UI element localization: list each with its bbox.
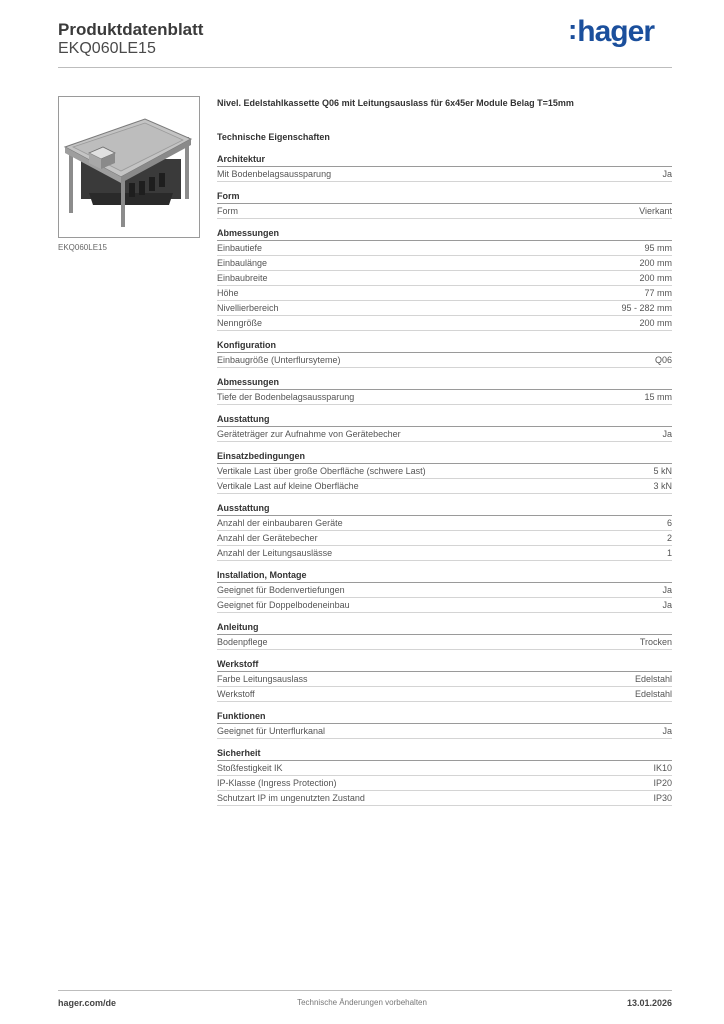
property-row: [217, 464, 672, 479]
group-heading: Anleitung: [217, 621, 672, 635]
property-group: [217, 502, 672, 561]
group-heading: Sicherheit: [217, 747, 672, 761]
property-group: [217, 413, 672, 442]
property-row: [217, 479, 672, 494]
property-row: [217, 271, 672, 286]
property-group: [217, 710, 672, 739]
header-divider: [58, 67, 672, 68]
group-heading: Konfiguration: [217, 339, 672, 353]
property-value: 6: [666, 518, 672, 528]
property-row: [217, 167, 672, 182]
property-row: [217, 204, 672, 219]
property-value: 200 mm: [639, 273, 672, 283]
property-row: [217, 724, 672, 739]
property-label: Geeignet für Unterflurkanal: [217, 726, 326, 736]
property-label: Einbaugröße (Unterflursyteme): [217, 355, 341, 365]
property-label: Schutzart IP im ungenutzten Zustand: [217, 793, 365, 803]
property-row: [217, 776, 672, 791]
property-group: [217, 747, 672, 806]
group-heading: Werkstoff: [217, 658, 672, 672]
property-row: [217, 531, 672, 546]
property-row: [217, 316, 672, 331]
group-heading: Funktionen: [217, 710, 672, 724]
property-label: Anzahl der Leitungsauslässe: [217, 548, 333, 558]
property-value: Ja: [662, 429, 672, 439]
property-label: Bodenpflege: [217, 637, 268, 647]
property-row: [217, 241, 672, 256]
property-row: [217, 256, 672, 271]
property-group: [217, 658, 672, 702]
property-value: Ja: [662, 600, 672, 610]
property-value: Ja: [662, 726, 672, 736]
property-label: Werkstoff: [217, 689, 255, 699]
property-value: Vierkant: [639, 206, 672, 216]
product-code: EKQ060LE15: [58, 40, 156, 57]
property-value: Edelstahl: [634, 689, 672, 699]
property-label: Vertikale Last über große Oberfläche (schwere Last): [217, 466, 426, 476]
property-label: Nenngröße: [217, 318, 263, 328]
property-row: [217, 390, 672, 405]
property-value: 95 mm: [644, 243, 672, 253]
property-label: Anzahl der Gerätebecher: [217, 533, 318, 543]
group-heading: Ausstattung: [217, 502, 672, 516]
logo-colon-icon: :: [567, 14, 577, 45]
group-heading: Ausstattung: [217, 413, 672, 427]
property-row: [217, 353, 672, 368]
property-row: [217, 791, 672, 806]
footer-divider: [58, 990, 672, 991]
group-heading: Einsatzbedingungen: [217, 450, 672, 464]
property-value: 1: [666, 548, 672, 558]
property-value: IK10: [653, 763, 672, 773]
property-row: [217, 516, 672, 531]
property-value: Edelstahl: [634, 674, 672, 684]
datasheet-content: [217, 95, 672, 806]
property-group: [217, 227, 672, 331]
property-label: Vertikale Last auf kleine Oberfläche: [217, 481, 359, 491]
property-label: Farbe Leitungsauslass: [217, 674, 308, 684]
property-row: [217, 301, 672, 316]
property-value: Trocken: [639, 637, 672, 647]
product-image: [58, 96, 200, 238]
group-heading: Architektur: [217, 153, 672, 167]
property-row: [217, 546, 672, 561]
group-heading: Form: [217, 190, 672, 204]
image-caption: EKQ060LE15: [58, 243, 107, 252]
property-value: 3 kN: [653, 481, 672, 491]
property-value: Ja: [662, 169, 672, 179]
property-group: [217, 153, 672, 182]
property-value: Q06: [654, 355, 672, 365]
property-label: Einbaubreite: [217, 273, 268, 283]
property-group: [217, 450, 672, 494]
page-title: Produktdatenblatt: [58, 20, 204, 39]
property-label: Einbaulänge: [217, 258, 268, 268]
property-row: [217, 761, 672, 776]
property-label: Stoßfestigkeit IK: [217, 763, 283, 773]
property-row: [217, 286, 672, 301]
section-title: Technische Eigenschaften: [217, 132, 330, 142]
property-group: [217, 339, 672, 368]
property-value: 15 mm: [644, 392, 672, 402]
property-label: Anzahl der einbaubaren Geräte: [217, 518, 343, 528]
group-heading: Abmessungen: [217, 376, 672, 390]
property-value: 200 mm: [639, 318, 672, 328]
property-group: [217, 569, 672, 613]
property-label: Einbautiefe: [217, 243, 263, 253]
property-label: Höhe: [217, 288, 239, 298]
property-group: [217, 376, 672, 405]
property-value: IP20: [653, 778, 672, 788]
logo-text: hager: [577, 15, 654, 48]
footer-date: 13.01.2026: [626, 998, 672, 1008]
floor-box-illustration: [59, 97, 199, 237]
property-row: [217, 687, 672, 702]
property-label: Geräteträger zur Aufnahme von Gerätebecher: [217, 429, 401, 439]
property-value: 2: [666, 533, 672, 543]
property-value: 5 kN: [653, 466, 672, 476]
property-row: [217, 583, 672, 598]
property-label: Form: [217, 206, 238, 216]
property-row: [217, 635, 672, 650]
property-row: [217, 672, 672, 687]
properties-list: [217, 153, 672, 806]
property-label: Mit Bodenbelagsaussparung: [217, 169, 332, 179]
product-description: Nivel. Edelstahlkassette Q06 mit Leitungsauslass für 6x45er Module Belag T=15mm: [217, 98, 574, 108]
property-label: IP-Klasse (Ingress Protection): [217, 778, 337, 788]
property-label: Geeignet für Doppelbodeneinbau: [217, 600, 350, 610]
footer-disclaimer: Technische Änderungen vorbehalten: [297, 998, 427, 1007]
hager-logo: [568, 14, 654, 50]
footer-website[interactable]: hager.com/de: [58, 998, 117, 1008]
property-value: 77 mm: [644, 288, 672, 298]
property-value: 95 - 282 mm: [621, 303, 672, 313]
property-label: Tiefe der Bodenbelagsaussparung: [217, 392, 355, 402]
property-group: [217, 190, 672, 219]
property-label: Geeignet für Bodenvertiefungen: [217, 585, 345, 595]
group-heading: Installation, Montage: [217, 569, 672, 583]
property-value: Ja: [662, 585, 672, 595]
property-row: [217, 598, 672, 613]
property-value: IP30: [653, 793, 672, 803]
property-label: Nivellierbereich: [217, 303, 279, 313]
property-group: [217, 621, 672, 650]
property-row: [217, 427, 672, 442]
group-heading: Abmessungen: [217, 227, 672, 241]
property-value: 200 mm: [639, 258, 672, 268]
